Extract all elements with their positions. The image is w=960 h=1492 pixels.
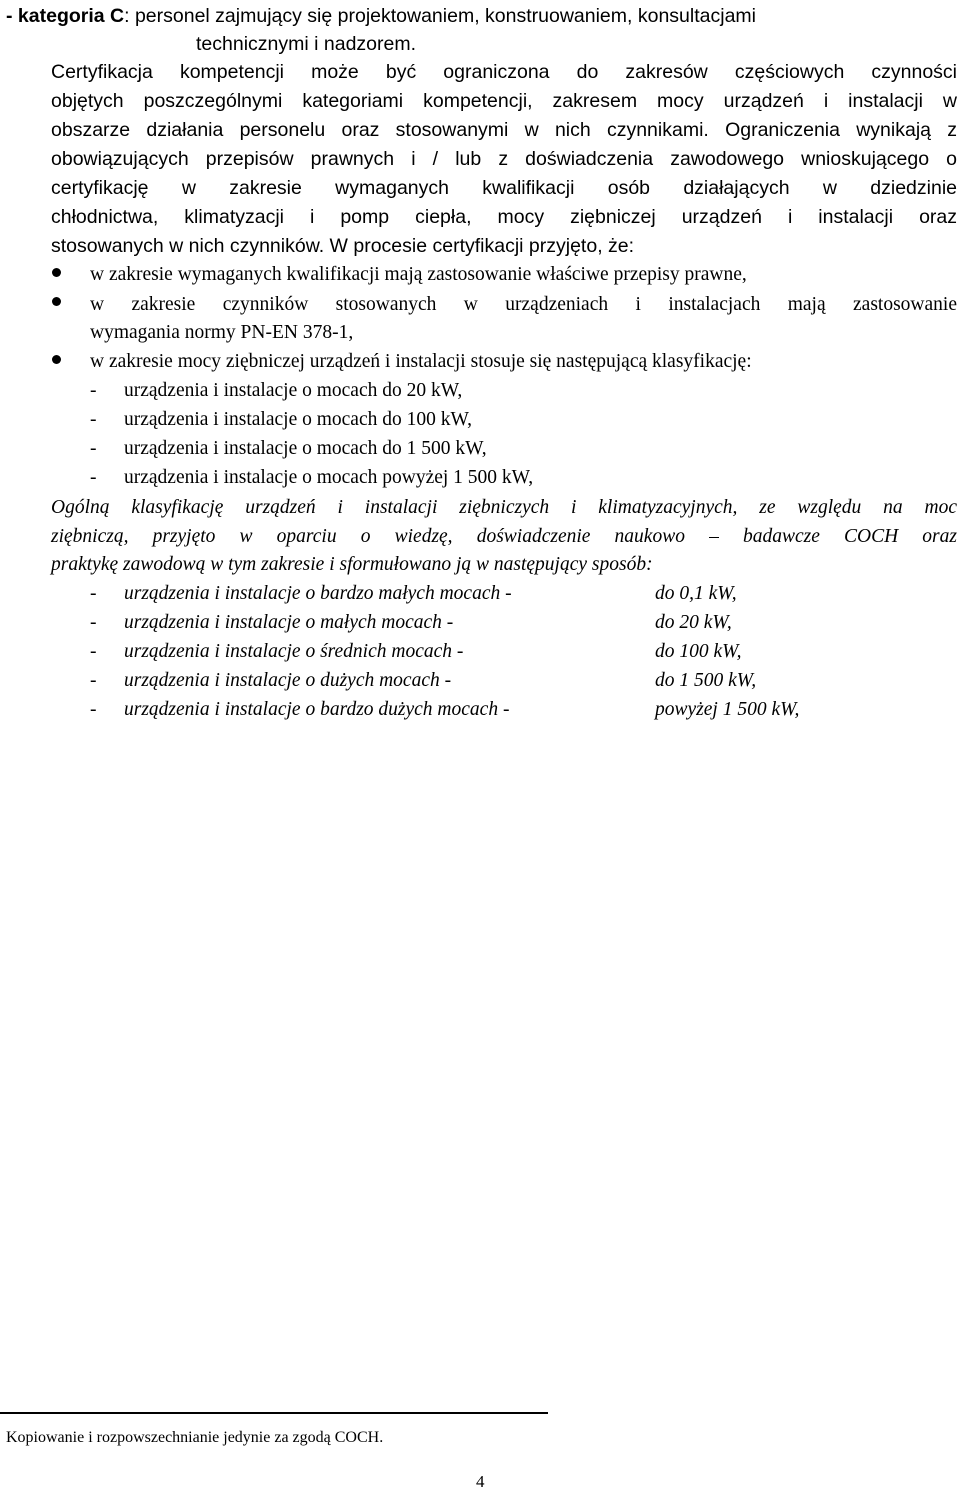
paragraph-line: obowiązujących przepisów prawnych i / lub z doświadczenia zawodowego wnioskującego o (51, 148, 957, 170)
classification-name: urządzenia i instalacje o małych mocach - (124, 612, 454, 633)
footer-note: Kopiowanie i rozpowszechnianie jedynie za zgodą COCH. (6, 1429, 384, 1446)
dash-marker: - (90, 641, 97, 662)
dash-marker: - (90, 670, 97, 691)
page-number: 4 (476, 1472, 485, 1491)
dash-marker: - (90, 612, 97, 633)
dash-marker: - (90, 583, 97, 604)
classification-value: powyżej 1 500 kW, (655, 699, 800, 720)
bullet-icon (52, 268, 61, 277)
bullet-icon (52, 297, 61, 306)
dash-marker: - (90, 409, 97, 430)
classification-name: urządzenia i instalacje o dużych mocach - (124, 670, 452, 691)
paragraph-line: Certyfikacja kompetencji może być ograniczona do zakresów częściowych czynności (51, 61, 957, 83)
italic-paragraph-line: praktykę zawodową w tym zakresie i sformułowano ją w następujący sposób: (51, 554, 653, 575)
paragraph-line: objętych poszczególnymi kategoriami kompetencji, zakresem mocy urządzeń i instalacji w (51, 90, 957, 112)
paragraph-line: chłodnictwa, klimatyzacji i pomp ciepła, mocy ziębniczej urządzeń i instalacji oraz (51, 206, 957, 228)
kategoria-c-continuation: technicznymi i nadzorem. (196, 33, 417, 55)
kategoria-c-text: : personel zajmujący się projektowaniem, konstruowaniem, konsultacjami (124, 5, 756, 27)
paragraph-line: obszarze działania personelu oraz stosowanymi w nich czynnikami. Ograniczenia wynikają z (51, 119, 957, 141)
italic-paragraph-line: Ogólną klasyfikację urządzeń i instalacji ziębniczych i klimatyzacyjnych, ze względu na moc (51, 497, 957, 518)
classification-name: urządzenia i instalacje o bardzo dużych mocach - (124, 699, 510, 720)
paragraph-line: certyfikację w zakresie wymaganych kwalifikacji osób działających w dziedzinie (51, 177, 957, 199)
bullet-item: w zakresie mocy ziębniczej urządzeń i instalacji stosuje się następującą klasyfikację: (90, 351, 752, 372)
kategoria-c-label: - kategoria C (6, 5, 125, 27)
power-range-item: urządzenia i instalacje o mocach do 20 kW, (124, 380, 463, 401)
dash-marker: - (90, 467, 97, 488)
classification-value: do 0,1 kW, (655, 583, 737, 604)
classification-value: do 1 500 kW, (655, 670, 757, 691)
power-range-item: urządzenia i instalacje o mocach do 1 500 kW, (124, 438, 487, 459)
dash-marker: - (90, 380, 97, 401)
power-range-item: urządzenia i instalacje o mocach powyżej 1 500 kW, (124, 467, 534, 488)
dash-marker: - (90, 438, 97, 459)
power-range-item: urządzenia i instalacje o mocach do 100 kW, (124, 409, 472, 430)
italic-paragraph-line: ziębniczą, przyjęto w oparciu o wiedzę, doświadczenie naukowo – badawcze COCH oraz (51, 526, 957, 547)
kategoria-c-line (6, 2, 957, 30)
bullet-item: w zakresie wymaganych kwalifikacji mają zastosowanie właściwe przepisy prawne, (90, 264, 747, 285)
bullet-icon (52, 355, 61, 364)
bullet-item: w zakresie czynników stosowanych w urządzeniach i instalacjach mają zastosowanie (90, 294, 957, 315)
classification-value: do 20 kW, (655, 612, 732, 633)
classification-name: urządzenia i instalacje o bardzo małych mocach - (124, 583, 512, 604)
footnote-separator (0, 1412, 548, 1414)
paragraph-line: stosowanych w nich czynników. W procesie certyfikacji przyjęto, że: (51, 235, 635, 257)
dash-marker: - (90, 699, 97, 720)
classification-value: do 100 kW, (655, 641, 742, 662)
classification-name: urządzenia i instalacje o średnich mocach - (124, 641, 464, 662)
bullet-item-continuation: wymagania normy PN-EN 378-1, (90, 322, 354, 343)
